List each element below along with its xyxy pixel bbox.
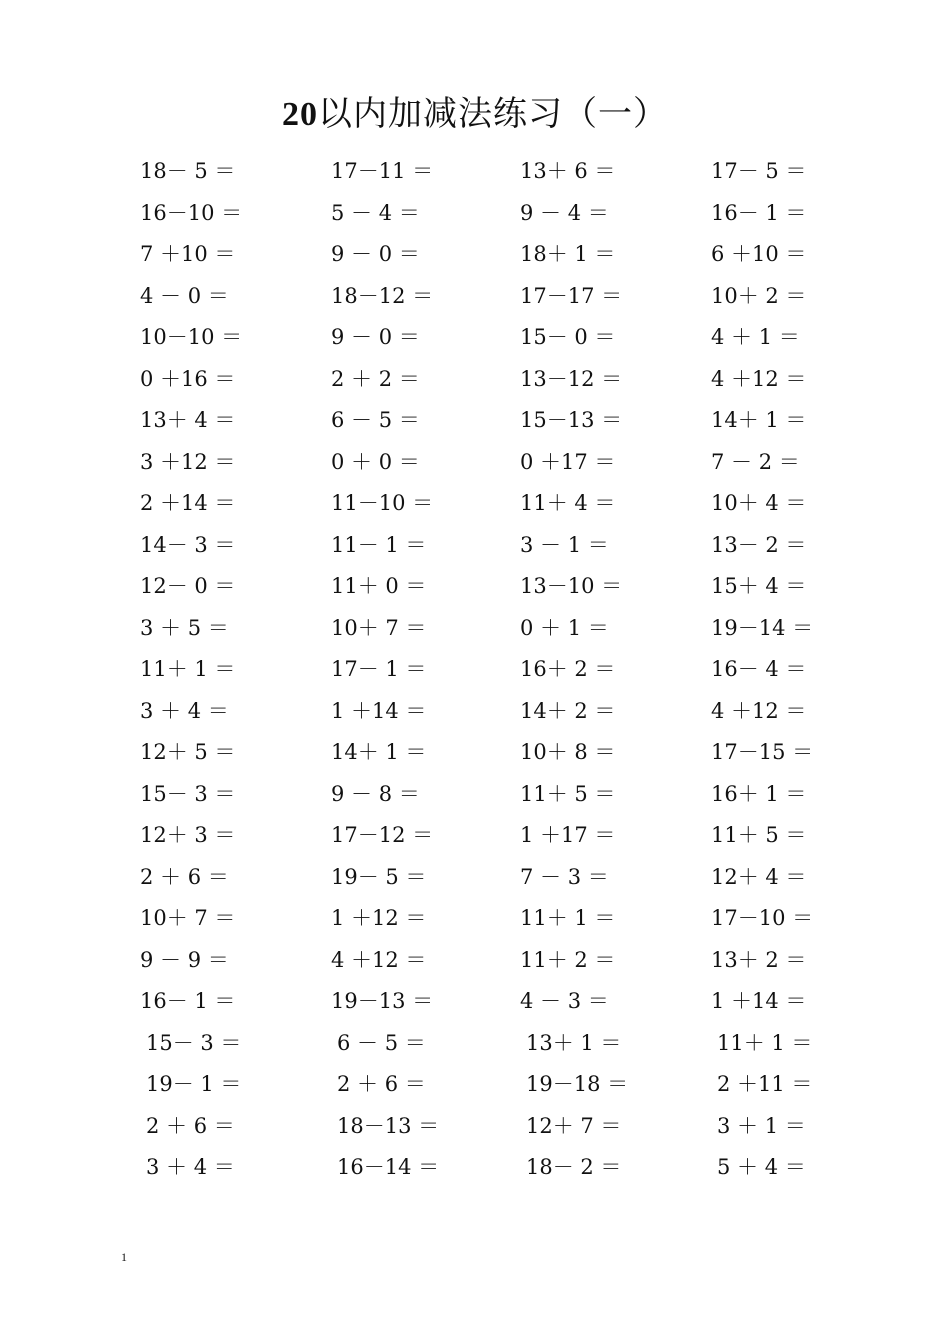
math-problem: 4 ＋ 1 ＝	[711, 325, 800, 349]
math-problem: 16－14 ＝	[337, 1155, 440, 1179]
math-problem: 16＋ 1 ＝	[711, 781, 807, 806]
math-problem: 19－18 ＝	[526, 1072, 629, 1096]
math-problem: 14＋ 1 ＝	[711, 408, 807, 432]
math-problem: 17－10 ＝	[711, 906, 814, 930]
math-problem: 4 ＋12 ＝	[711, 366, 807, 391]
math-problem: 10＋ 2 ＝	[711, 283, 807, 308]
math-problem: 7 － 3 ＝	[520, 864, 609, 889]
problem-row	[0, 980, 950, 1022]
math-problem: 14＋ 2 ＝	[520, 698, 616, 723]
page-number: 1	[121, 1250, 127, 1264]
math-problem: 17－15 ＝	[711, 740, 814, 764]
problem-row	[0, 731, 950, 773]
math-problem: 12＋ 4 ＝	[711, 864, 807, 889]
math-problem: 2 ＋ 6 ＝	[337, 1072, 426, 1096]
math-problem: 11＋ 2 ＝	[520, 947, 616, 972]
math-problem: 15－13 ＝	[520, 408, 623, 432]
problem-row	[0, 607, 950, 649]
math-problem: 10＋ 7 ＝	[140, 906, 236, 930]
math-problem: 13＋ 6 ＝	[520, 159, 616, 183]
math-problem: 12＋ 7 ＝	[526, 1113, 622, 1138]
page-title	[0, 92, 950, 137]
math-problem: 18－ 5 ＝	[140, 159, 236, 183]
math-problem: 14＋ 1 ＝	[331, 740, 427, 764]
math-problem: 9 － 0 ＝	[331, 242, 420, 266]
math-problem: 2 ＋ 6 ＝	[140, 864, 229, 889]
problem-row	[0, 1022, 950, 1064]
math-problem: 13＋ 4 ＝	[140, 408, 236, 432]
math-problem: 9 － 0 ＝	[331, 325, 420, 349]
math-problem: 18－12 ＝	[331, 283, 434, 308]
problem-row	[0, 1146, 950, 1188]
problem-row	[0, 565, 950, 607]
math-problem: 12＋ 5 ＝	[140, 740, 236, 764]
math-problem: 7 ＋10 ＝	[140, 242, 236, 266]
problem-row	[0, 399, 950, 441]
math-problem: 1 ＋17 ＝	[520, 823, 616, 847]
problem-row	[0, 316, 950, 358]
math-problem: 6 ＋10 ＝	[711, 242, 807, 266]
problem-row	[0, 897, 950, 939]
math-problem: 18－13 ＝	[337, 1113, 440, 1138]
math-problem: 11＋ 5 ＝	[711, 823, 807, 847]
math-problem: 10＋ 7 ＝	[331, 615, 427, 640]
title-number: 20	[282, 96, 318, 133]
problem-row	[0, 358, 950, 400]
math-problem: 3 － 1 ＝	[520, 532, 609, 557]
math-problem: 4 － 3 ＝	[520, 989, 609, 1013]
math-problem: 16－ 4 ＝	[711, 657, 807, 681]
math-problem: 9 － 8 ＝	[331, 781, 420, 806]
problem-row	[0, 150, 950, 192]
math-problem: 19－13 ＝	[331, 989, 434, 1013]
math-problem: 6 － 5 ＝	[331, 408, 420, 432]
problem-row	[0, 648, 950, 690]
math-problem: 12＋ 3 ＝	[140, 823, 236, 847]
math-problem: 5 － 4 ＝	[331, 200, 420, 225]
math-problem: 16－ 1 ＝	[711, 200, 807, 225]
problem-row	[0, 441, 950, 483]
math-problem: 17－ 5 ＝	[711, 159, 807, 183]
math-problem: 16－ 1 ＝	[140, 989, 236, 1013]
math-problem: 2 ＋ 2 ＝	[331, 366, 420, 391]
problem-row	[0, 192, 950, 234]
math-problem: 0 ＋ 0 ＝	[331, 449, 420, 474]
problem-row	[0, 524, 950, 566]
math-problem: 17－17 ＝	[520, 283, 623, 308]
math-problem: 10－10 ＝	[140, 325, 243, 349]
math-problem: 11＋ 1 ＝	[140, 657, 236, 681]
math-problem: 0 ＋ 1 ＝	[520, 615, 609, 640]
math-problem: 13－10 ＝	[520, 574, 623, 598]
math-problem: 11＋ 1 ＝	[520, 906, 616, 930]
math-problem: 19－14 ＝	[711, 615, 814, 640]
math-problem: 15－ 0 ＝	[520, 325, 616, 349]
math-problem: 15－ 3 ＝	[146, 1030, 242, 1055]
problem-row	[0, 939, 950, 981]
math-problem: 3 ＋ 1 ＝	[717, 1113, 806, 1138]
math-problem: 16＋ 2 ＝	[520, 657, 616, 681]
math-problem: 4 ＋12 ＝	[711, 698, 807, 723]
title-text: 以内加减法练习（一）	[318, 94, 668, 134]
math-problem: 10＋ 4 ＝	[711, 491, 807, 515]
math-problem: 16－10 ＝	[140, 200, 243, 225]
math-problem: 18－ 2 ＝	[526, 1155, 622, 1179]
math-problem: 1 ＋12 ＝	[331, 906, 427, 930]
problem-row	[0, 856, 950, 898]
problem-row	[0, 233, 950, 275]
math-problem: 11－ 1 ＝	[331, 532, 427, 557]
math-problem: 1 ＋14 ＝	[711, 989, 807, 1013]
math-problem: 0 ＋16 ＝	[140, 366, 236, 391]
math-problem: 9 － 4 ＝	[520, 200, 609, 225]
math-problem: 5 ＋ 4 ＝	[717, 1155, 806, 1179]
math-problem: 15－ 3 ＝	[140, 781, 236, 806]
math-problem: 17－11 ＝	[331, 159, 434, 183]
math-problem: 13－12 ＝	[520, 366, 623, 391]
problem-row	[0, 773, 950, 815]
math-problem: 19－ 5 ＝	[331, 864, 427, 889]
math-problem: 0 ＋17 ＝	[520, 449, 616, 474]
math-problem: 3 ＋ 4 ＝	[140, 698, 229, 723]
math-problem: 13＋ 1 ＝	[526, 1030, 622, 1055]
math-problem: 1 ＋14 ＝	[331, 698, 427, 723]
math-problem: 13＋ 2 ＝	[711, 947, 807, 972]
math-problem: 11＋ 4 ＝	[520, 491, 616, 515]
math-problem: 2 ＋11 ＝	[717, 1072, 813, 1096]
math-problem: 13－ 2 ＝	[711, 532, 807, 557]
math-problem: 17－12 ＝	[331, 823, 434, 847]
math-problem: 9 － 9 ＝	[140, 947, 229, 972]
math-problem: 11＋ 5 ＝	[520, 781, 616, 806]
problem-row	[0, 482, 950, 524]
math-problem: 6 － 5 ＝	[337, 1030, 426, 1055]
math-problem: 3 ＋ 5 ＝	[140, 615, 229, 640]
math-problem: 11＋ 0 ＝	[331, 574, 427, 598]
math-problem: 3 ＋12 ＝	[140, 449, 236, 474]
problem-row	[0, 1105, 950, 1147]
math-problem: 3 ＋ 4 ＝	[146, 1155, 235, 1179]
math-problem: 15＋ 4 ＝	[711, 574, 807, 598]
math-problem: 11－10 ＝	[331, 491, 434, 515]
problem-row	[0, 1063, 950, 1105]
math-problem: 18＋ 1 ＝	[520, 242, 616, 266]
math-problem: 11＋ 1 ＝	[717, 1030, 813, 1055]
math-problem: 2 ＋14 ＝	[140, 491, 236, 515]
problem-row	[0, 690, 950, 732]
math-problem: 4 ＋12 ＝	[331, 947, 427, 972]
math-problem: 2 ＋ 6 ＝	[146, 1113, 235, 1138]
math-problem: 14－ 3 ＝	[140, 532, 236, 557]
problem-row	[0, 814, 950, 856]
problem-row	[0, 275, 950, 317]
math-problem: 17－ 1 ＝	[331, 657, 427, 681]
math-problem: 19－ 1 ＝	[146, 1072, 242, 1096]
math-problem: 7 － 2 ＝	[711, 449, 800, 474]
math-problem: 12－ 0 ＝	[140, 574, 236, 598]
math-problem: 4 － 0 ＝	[140, 283, 229, 308]
math-problem: 10＋ 8 ＝	[520, 740, 616, 764]
